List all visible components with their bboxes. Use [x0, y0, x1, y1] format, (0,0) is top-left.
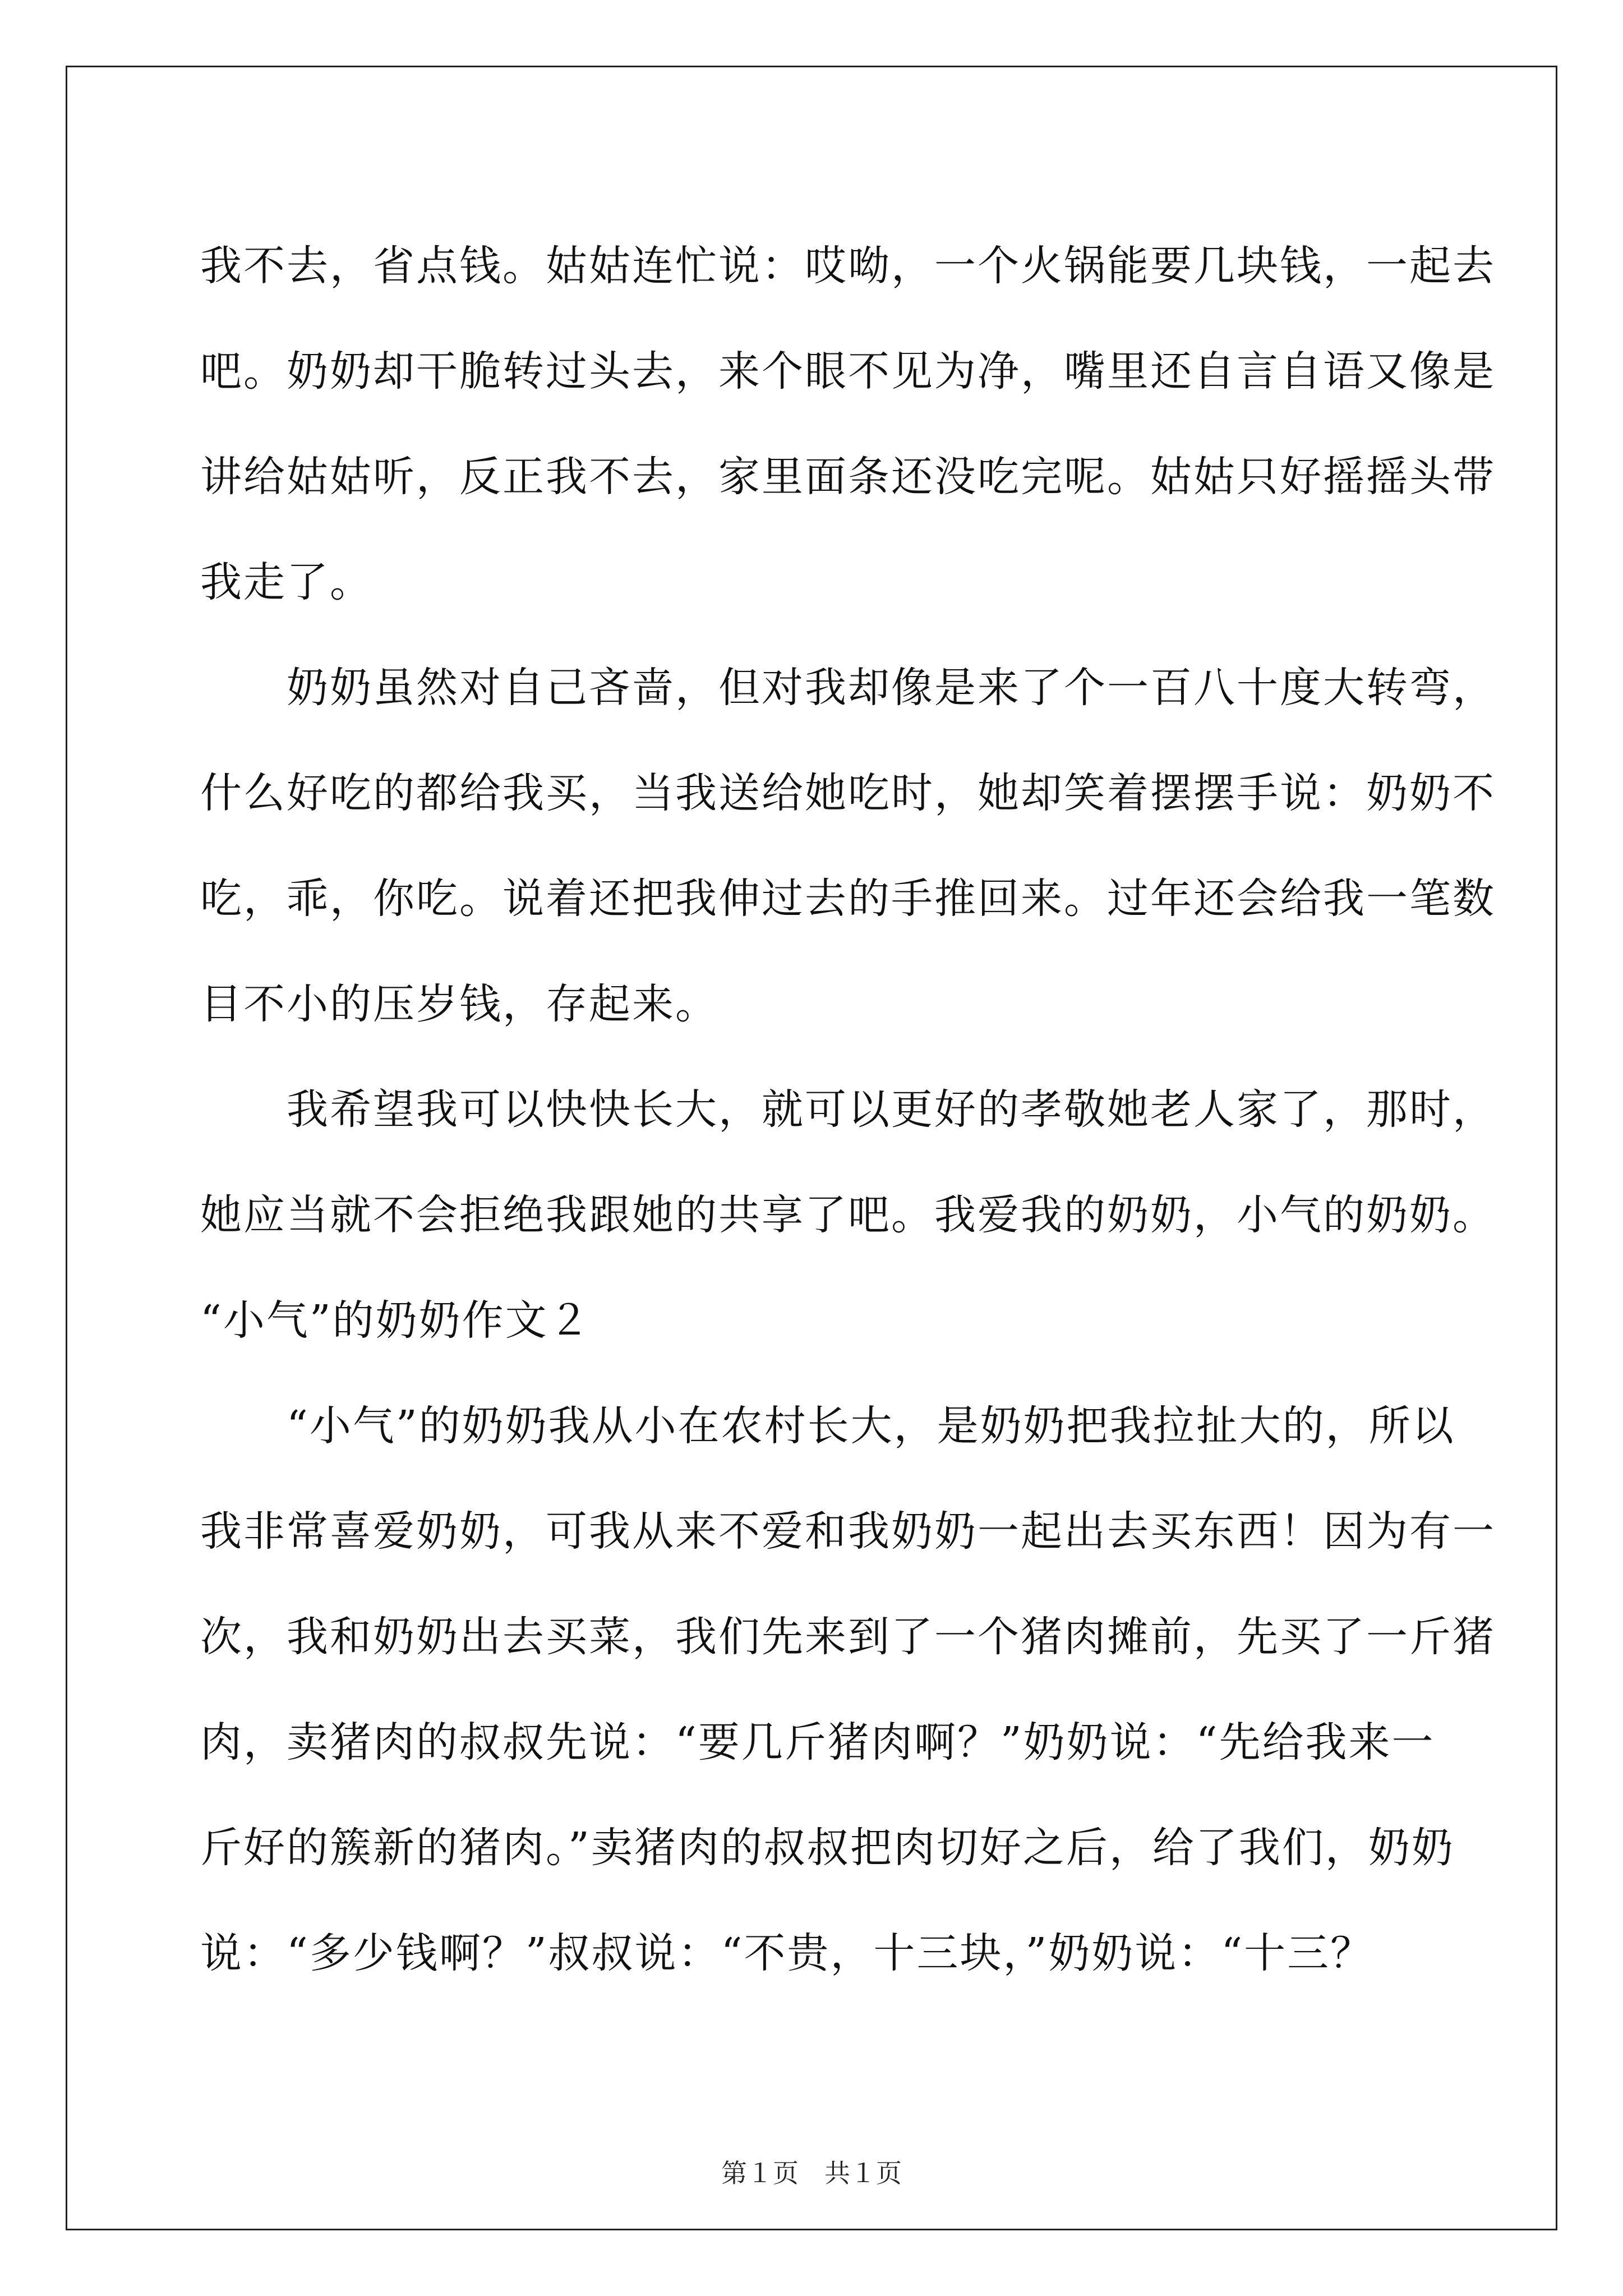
text-line: 吃，乖，你吃。说着还把我伸过去的手推回来。过年还会给我一笔数: [200, 875, 1496, 923]
section-heading: “小气”的奶奶作文２: [200, 1296, 592, 1345]
text-line: 次，我和奶奶出去买菜，我们先来到了一个猪肉摊前，先买了一斤猪: [200, 1613, 1496, 1661]
text-line: 我希望我可以快快长大，就可以更好的孝敬她老人家了，那时，: [200, 1085, 1496, 1134]
text-line: 肉，卖猪肉的叔叔先说：“要几斤猪肉啊？”奶奶说：“先给我来一: [200, 1718, 1435, 1766]
text-line: 说：“多少钱啊？”叔叔说：“不贵，十三块，”奶奶说：“十三？: [200, 1929, 1374, 1977]
text-line: 我不去，省点钱。姑姑连忙说：哎呦，一个火锅能要几块钱，一起去: [200, 242, 1496, 290]
text-line: 我非常喜爱奶奶，可我从来不爱和我奶奶一起出去买东西！因为有一: [200, 1507, 1496, 1556]
text-line: 我走了。: [200, 558, 373, 606]
text-line: 吧。奶奶却干脆转过头去，来个眼不见为净，嘴里还自言自语又像是: [200, 347, 1496, 395]
page-number-footer: 第１页 共１页: [721, 2158, 902, 2188]
text-line: “小气”的奶奶我从小在农村长大，是奶奶把我拉扯大的，所以: [200, 1402, 1455, 1450]
text-line: 奶奶虽然对自己吝啬，但对我却像是来了个一百八十度大转弯，: [200, 664, 1496, 712]
document-body: [200, 213, 1496, 2006]
text-line: 斤好的簇新的猪肉。”卖猪肉的叔叔把肉切好之后，给了我们，奶奶: [200, 1824, 1455, 1872]
text-line: 她应当就不会拒绝我跟她的共享了吧。我爱我的奶奶，小气的奶奶。: [200, 1191, 1496, 1239]
text-line: 目不小的压岁钱，存起来。: [200, 980, 718, 1028]
text-line: 讲给姑姑听，反正我不去，家里面条还没吃完呢。姑姑只好摇摇头带: [200, 453, 1496, 501]
text-line: 什么好吃的都给我买，当我送给她吃时，她却笑着摆摆手说：奶奶不: [200, 769, 1496, 817]
